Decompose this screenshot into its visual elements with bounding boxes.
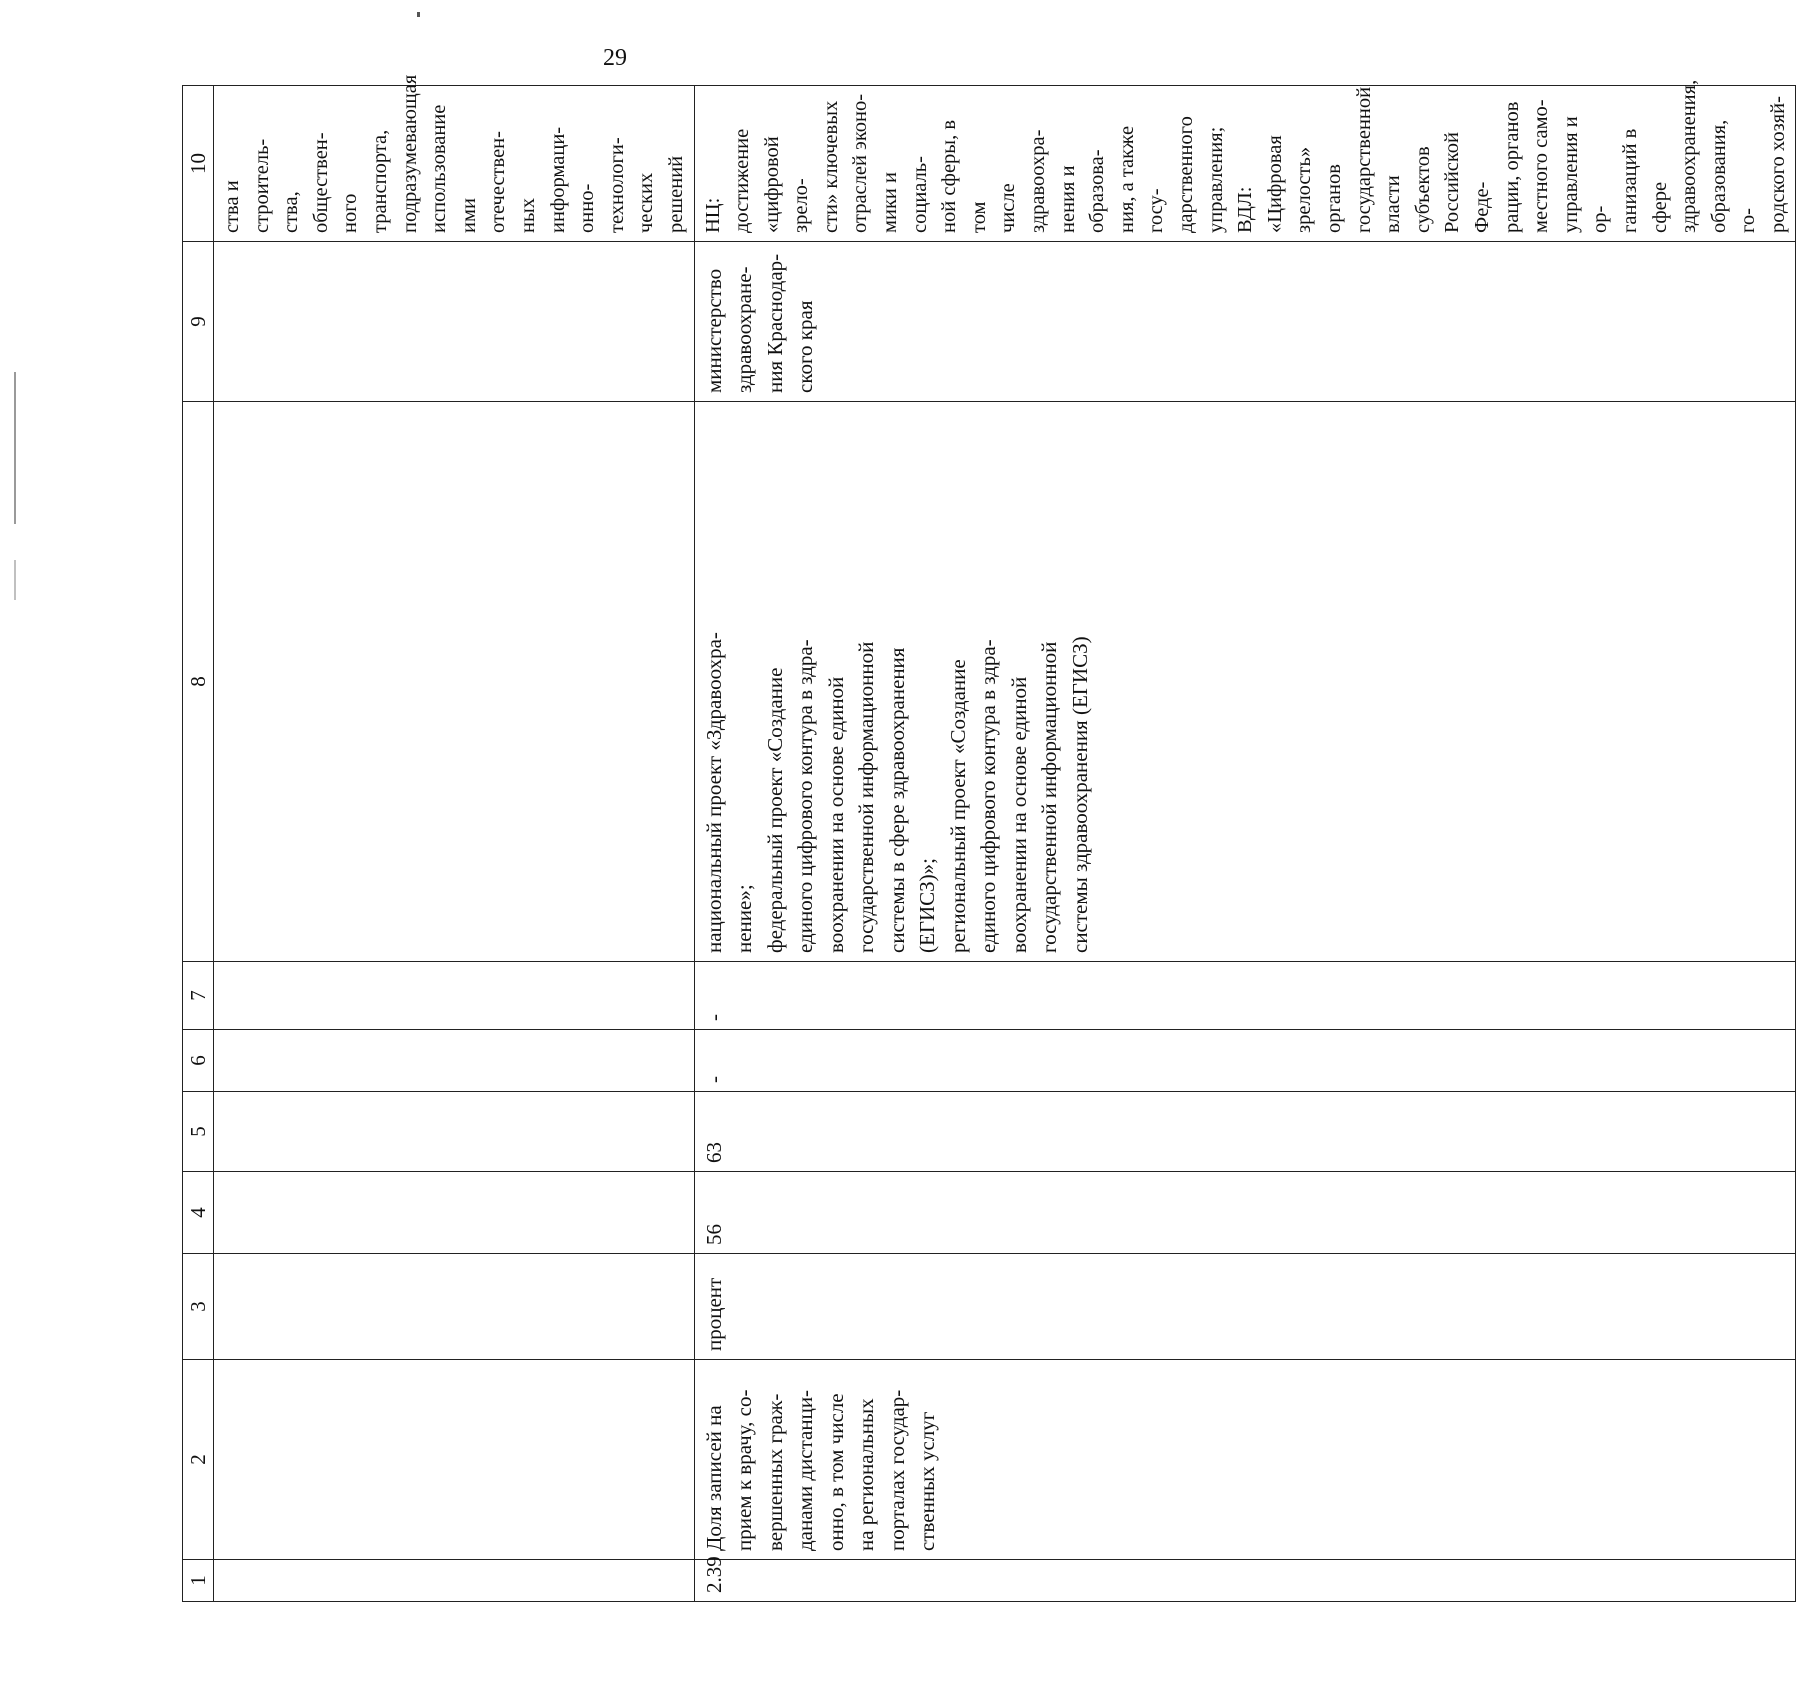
- responsible-cell: министерство здравоохране- ния Краснодар- ского края: [694, 242, 1796, 402]
- scan-edge-line: [14, 372, 16, 524]
- table-row: [214, 86, 695, 1602]
- column-header: 9: [183, 242, 214, 402]
- column-header: 1: [183, 1560, 214, 1602]
- table-cell: [214, 1172, 695, 1254]
- table-cell: [214, 1360, 695, 1560]
- column-header: 10: [183, 86, 214, 242]
- project-cell: национальный проект «Здравоохра- нение»; федеральный проект «Создание единого цифрового контура в здра- воохранении на основе единой государственной информационной системы в сфере здравоохранения (ЕГИСЗ)»; региональный проект «Создание единого цифрового контура в здра- воохранении на основе единой государственной информационной системы здравоохранения (ЕГИСЗ): [694, 402, 1796, 962]
- row-number-cell: 2.39: [694, 1560, 1796, 1602]
- value-cell: 56: [694, 1172, 1796, 1254]
- table-header-row: [183, 86, 214, 1602]
- column-header: 4: [183, 1172, 214, 1254]
- table-cell: ства и строитель- ства, обществен- ного транспорта, подразумевающая использование ими отечествен- ных информаци- онно-технологи- ческих решений: [214, 86, 695, 242]
- unit-cell: процент: [694, 1254, 1796, 1360]
- indicator-table: [182, 74, 1796, 1602]
- table-cell: [214, 1560, 695, 1602]
- column-header: 3: [183, 1254, 214, 1360]
- goal-cell: НЦ: достижение «цифровой зрело- сти» ключевых отраслей эконо- мики и социаль- ной сферы, в том числе здравоохра- нения и образова- ния, а также госу- дарственного управления; ВДЛ: «Цифровая зрелость» органов государственной власти субъектов Российской Феде- рации, органов местного само- управления и ор- ганизаций в сфере здравоохранения, образования, го- родского хозяй-: [694, 86, 1796, 242]
- value-cell: -: [694, 962, 1796, 1030]
- table-cell: [214, 1254, 695, 1360]
- indicator-name-cell: Доля записей на прием к врачу, со- вершенных граж- данами дистанци- онно, в том числе на региональных порталах государ- ственных услуг: [694, 1360, 1796, 1560]
- column-header: 5: [183, 1092, 214, 1172]
- table-cell: [214, 242, 695, 402]
- table-cell: [214, 962, 695, 1030]
- table-cell: [214, 1030, 695, 1092]
- page-number: 29: [603, 45, 627, 71]
- table-cell: [214, 402, 695, 962]
- column-header: 2: [183, 1360, 214, 1560]
- value-cell: 63: [694, 1092, 1796, 1172]
- value-cell: -: [694, 1030, 1796, 1092]
- rotated-table-container: [182, 74, 1789, 1602]
- column-header: 6: [183, 1030, 214, 1092]
- scan-edge-line: [14, 560, 16, 600]
- scan-speck: [417, 12, 420, 17]
- table-row: [694, 86, 1796, 1602]
- column-header: 7: [183, 962, 214, 1030]
- table-cell: [214, 1092, 695, 1172]
- column-header: 8: [183, 402, 214, 962]
